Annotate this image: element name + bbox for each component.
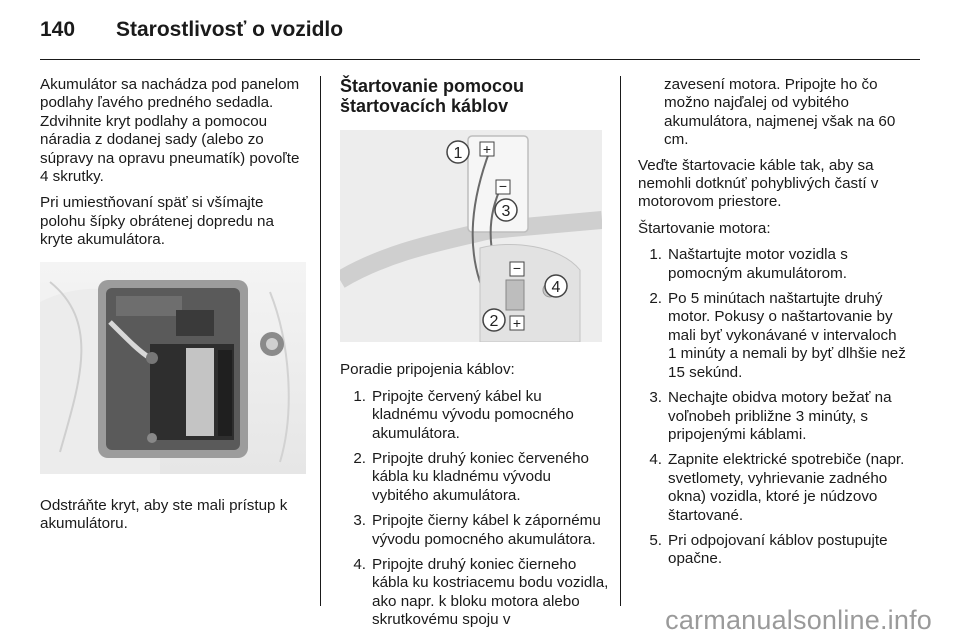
battery-location-paragraph: Akumulátor sa nachádza pod panelom podlahy ľavého predného sedadla. Zdvihnite kryt podlahy a pomocou náradia z dodanej sady (alebo zo súpravy na opravu pneumatík) povoľte 4 skrutky.	[40, 76, 300, 186]
list-item: 1. Naštartujte motor vozidla s pomocným akumulátorom.	[649, 246, 848, 282]
running-title: Starostlivosť o vozidlo	[116, 18, 344, 41]
engine-start-steps-list	[638, 246, 908, 569]
page-number: 140	[40, 18, 76, 41]
connection-order-intro: Poradie pripojenia káblov:	[340, 361, 515, 379]
diagram-minus-bottom: −	[512, 260, 522, 276]
list-item: 2. Po 5 minútach naštartujte druhý motor. Pokusy o naštartovanie by mali byť vykonávané v intervaloch 1 minúty a nemali by byť dlhšie než 15 sekúnd.	[649, 290, 906, 381]
list-item: 3. Nechajte obidva motory bežať na voľnobeh približne 3 minúty, s pripojenými káblami.	[649, 389, 892, 443]
battery-compartment-photo	[40, 262, 306, 474]
header-rule	[40, 59, 920, 60]
watermark: carmanualsonline.info	[665, 605, 932, 635]
arrow-note-paragraph: Pri umiestňovaní späť si všímajte polohu šípky obrátenej dopredu na kryte akumulátora.	[40, 194, 274, 249]
page-header	[40, 18, 920, 58]
remove-cover-paragraph: Odstráňte kryt, aby ste mali prístup k akumulátoru.	[40, 497, 288, 533]
diagram-label-2: 2	[489, 313, 499, 330]
diagram-plus-bottom: +	[512, 315, 522, 331]
list-item: 4. Pripojte druhý koniec čierneho kábla ku kostriacemu bodu vozidla, ako napr. k bloku motora alebo skrutkovému spoju v	[353, 556, 609, 629]
diagram-plus-top: +	[482, 141, 492, 157]
connection-steps-list	[340, 388, 610, 630]
list-item: 2. Pripojte druhý koniec červeného kábla ku kladnému vývodu vybitého akumulátora.	[353, 450, 589, 504]
list-item: 5. Pri odpojovaní káblov postupujte opačne.	[649, 531, 888, 568]
diagram-minus-top: −	[498, 178, 508, 194]
step-continuation: zavesení motora. Pripojte ho čo možno najďalej od vybitého akumulátora, najmenej však na 60 cm.	[664, 76, 896, 149]
jump-start-diagram	[340, 130, 602, 342]
list-item: 4. Zapnite elektrické spotrebiče (napr. svetlomety, vyhrievanie zadného okna) vozidla, ktoré je núdzovo štartované.	[649, 451, 905, 524]
column-divider-2	[620, 76, 621, 606]
list-item: 1. Pripojte červený kábel ku kladnému vývodu pomocného akumulátora.	[353, 387, 574, 442]
diagram-label-1: 1	[453, 145, 463, 162]
diagram-label-3: 3	[501, 203, 511, 220]
engine-start-intro: Štartovanie motora:	[638, 219, 771, 237]
cable-routing-paragraph: Veďte štartovacie káble tak, aby sa nemohli dotknúť pohyblivých častí v motorovom priestore.	[638, 156, 879, 211]
section-heading: Štartovanie pomocou štartovacích káblov	[340, 76, 525, 116]
column-left	[40, 76, 306, 542]
list-item: 3. Pripojte čierny kábel k zápornému vývodu pomocného akumulátora.	[353, 512, 601, 548]
column-right	[638, 76, 908, 576]
column-middle	[340, 76, 610, 637]
diagram-label-4: 4	[551, 279, 561, 296]
column-divider-1	[320, 76, 321, 606]
